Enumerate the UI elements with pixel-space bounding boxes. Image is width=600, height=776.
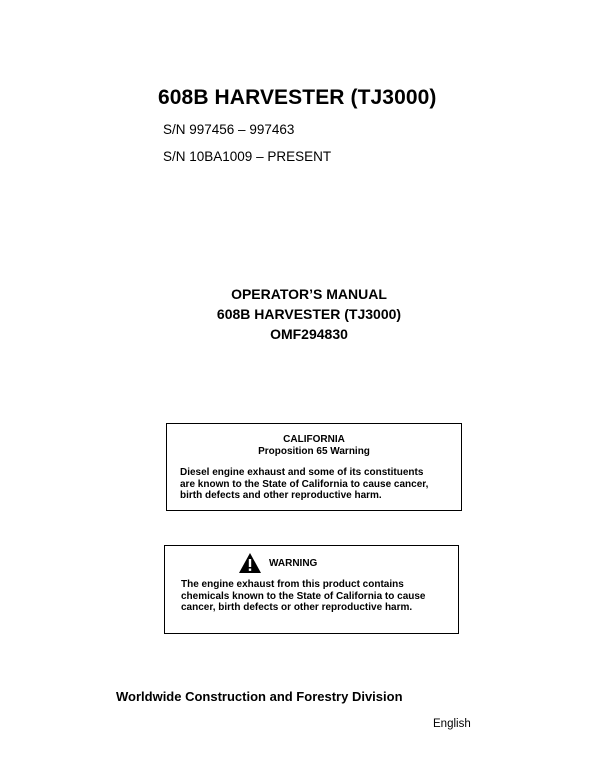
- manual-model: 608B HARVESTER (TJ3000): [216, 306, 402, 322]
- california-body-line: birth defects and other reproductive harm.: [180, 490, 382, 501]
- warning-body-line: The engine exhaust from this product contains: [181, 579, 404, 590]
- division-name: Worldwide Construction and Forestry Division: [116, 689, 403, 704]
- california-subheading: Proposition 65 Warning: [258, 446, 370, 457]
- language-label: English: [433, 718, 471, 730]
- warning-body-line: chemicals known to the State of California to cause: [181, 590, 426, 602]
- engine-exhaust-warning-notice: [164, 545, 459, 634]
- warning-body-line: cancer, birth defects or other reproductive harm.: [181, 602, 413, 613]
- manual-identification: [0, 284, 600, 344]
- california-prop65-notice: [166, 423, 462, 511]
- manual-number: OMF294830: [270, 326, 348, 342]
- warning-triangle-icon: [238, 552, 262, 574]
- serial-number-range-1: S/N 997456 – 997463: [163, 122, 295, 137]
- california-body-line: are known to the State of California to cause cancer,: [180, 478, 429, 490]
- california-body-line: Diesel engine exhaust and some of its constituents: [180, 467, 424, 478]
- manual-type: OPERATOR’S MANUAL: [231, 286, 387, 302]
- page-title: 608B HARVESTER (TJ3000): [158, 86, 437, 109]
- serial-number-range-2: S/N 10BA1009 – PRESENT: [163, 149, 332, 164]
- california-heading: CALIFORNIA: [283, 434, 345, 445]
- warning-label: WARNING: [269, 557, 318, 569]
